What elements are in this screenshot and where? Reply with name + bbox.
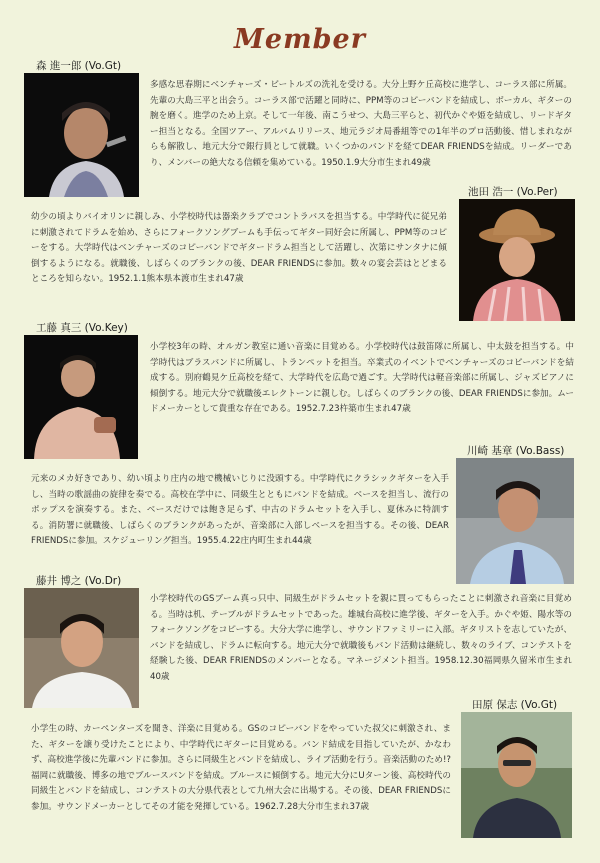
- member-name-ikeda: 池田 浩一 (Vo.Per): [468, 186, 558, 198]
- member-name-fujii: 藤井 博之 (Vo.Dr): [36, 575, 122, 587]
- page-title: Member: [234, 24, 366, 55]
- member-photo-fujii: [24, 588, 139, 708]
- member-photo-tahara: [461, 712, 572, 838]
- member-bio-ikeda: 幼少の頃よりバイオリンに親しみ、小学校時代は器楽クラブでコントラバスを担当する。中学時代に従兄弟に刺激されてドラムを始め、さらにフォークソングブームも手伝ってギター同好会に所属し、PPM等のコピーをする。大学時代はベンチャーズのコピーバンドでギタードラム担当として活躍し、次第にサンタナに傾倒するようになる。就職後、しばらくのブランクの後、DEAR FRIENDSに参加。数々の宴会芸はとどまるところを知らない。1952.1.1熊本県本渡市生まれ47歳: [31, 212, 447, 285]
- member-bio-mori: 多感な思春期にベンチャーズ・ビートルズの洗礼を受ける。大分上野ケ丘高校に進学し、コーラス部に所属。先輩の大島三平と出会う。コーラス部で活躍と同時に、PPM等のコピーバンドを結成し、ボーカル、ギターの腕を磨く。進学のため上京。そして一年後、南こうせつ、大島三平らと、初代かぐや姫を結成し、リードギター担当となる。全国ツアー、アルバムリリース、地元ラジオ局番組等での1年半のプロ活動後、惜しまれながらも解散し、地元大分で銀行員として就職。いくつかのバンドを経てDEAR FRIENDSを結成。リーダーであり、メンバーの絶大なる信頼を集めている。1950.1.9大分市生まれ49歳: [150, 80, 572, 168]
- member-name-kawasaki: 川崎 基章 (Vo.Bass): [467, 445, 565, 457]
- member-name-kudo: 工藤 真三 (Vo.Key): [36, 322, 128, 334]
- member-name-mori: 森 進一郎 (Vo.Gt): [36, 60, 122, 72]
- member-bio-kawasaki: 元来のメカ好きであり、幼い頃より庄内の地で機械いじりに没頭する。中学時代にクラシックギターを入手し、当時の歌謡曲の旋律を奏でる。高校在学中に、同級生とともにバンドを結成。ベースを担当し、流行のポップスを演奏する。また、ベースだけでは飽き足らず、中古のドラムセットを入手し、夏休みに特訓する。消防署に就職後、しばらくのブランクがあったが、音楽部に入部しベースを担当する。その後、DEAR FRIENDSに参加。スケジューリング担当。1955.4.22庄内町生まれ44歳: [31, 474, 449, 547]
- member-bio-tahara: 小学生の時、カーペンターズを聞き、洋楽に目覚める。GSのコピーバンドをやっていた叔父に刺激され、また、ギターを譲り受けたことにより、中学時代にギターに目覚める。バンド結成を目指していたが、かなわず、高校進学後に先輩バンドに参加。さらに同級生とバンドを結成し、ライブ活動を行う。音楽活動のため!?福岡に就職後、博多の地でブルースバンドを結成。ブルースに傾倒する。地元大分にUターン後、高校時代の同級生とバンドを結成し、コンテストの大分県代表として九州大会に出場する。その後、DEAR FRIENDSに参加。サウンドメーカーとしてその才能を発揮している。1962.7.28大分市生まれ37歳: [31, 724, 451, 812]
- member-photo-mori: [24, 73, 139, 197]
- member-photo-kudo: [24, 335, 138, 459]
- member-photo-ikeda: [459, 199, 575, 321]
- member-name-tahara: 田原 保志 (Vo.Gt): [472, 699, 558, 711]
- member-photo-kawasaki: [456, 458, 574, 584]
- member-bio-fujii: 小学校時代のGSブーム真っ只中、同級生がドラムセットを親に買ってもらったことに刺激され音楽に目覚める。当時は机、テーブルがドラムセットであった。雄城台高校に進学後、ギターを入手。かぐや姫、陽水等のフォークソングをコピーする。大分大学に進学し、サウンドファミリーに入部。ギタリストを志していたが、バンドを結成し、ドラムに転向する。地元大分で就職後もバンド活動は継続し、数々のライブ、コンテストを経験した後、DEAR FRIENDSのメンバーとなる。マネージメント担当。1958.12.30福岡県久留米市生まれ40歳: [150, 594, 572, 682]
- member-bio-kudo: 小学校3年の時、オルガン教室に通い音楽に目覚める。小学校時代は鼓笛隊に所属し、中太鼓を担当する。中学時代はブラスバンドに所属し、トランペットを担当。卒業式のイベントでベンチャーズのコピーバンドを結成する。別府鶴見ケ丘高校を経て、大学時代を広島で過ごす。大学時代は軽音楽部に所属し、ジャズピアノに傾倒する。地元大分で就職後エレクトーンに親しむ。しばらくのブランクの後、DEAR FRIENDSに参加。ムードメーカーとして貴重な存在である。1952.7.23杵築市生まれ47歳: [150, 342, 575, 415]
